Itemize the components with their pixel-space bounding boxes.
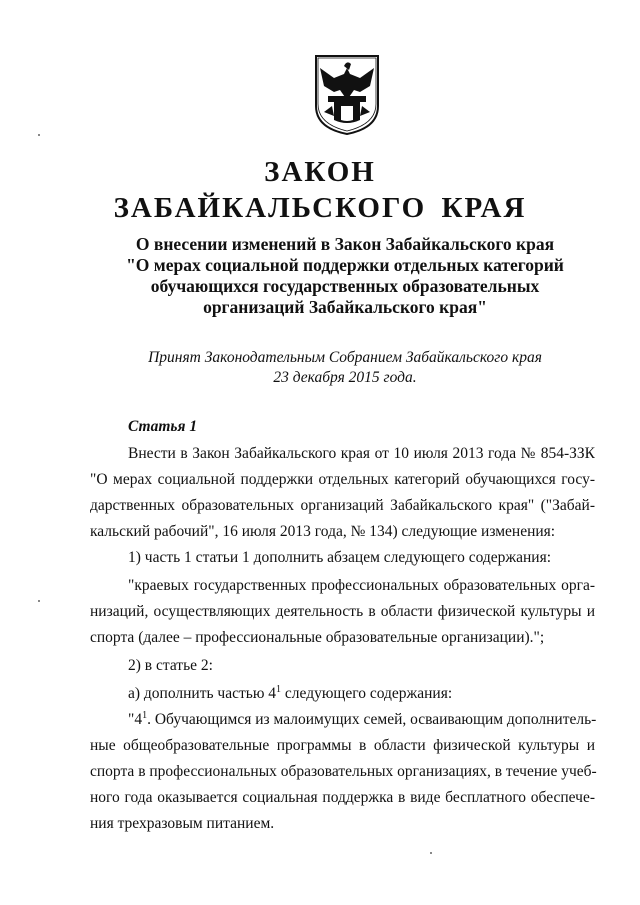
subtitle-line-1: О внесении изменений в Закон Забайкальского края [135, 234, 555, 254]
article-heading: Статья 1 [128, 418, 198, 435]
scan-speck [38, 600, 40, 602]
document-title-law: ЗАКОН [264, 156, 376, 188]
body-line-6: "краевых государственных профессиональных образовательных орга- [128, 577, 595, 594]
body-line-3: дарственных образовательных организаций Забайкальского края" ("Забай- [90, 497, 595, 514]
body-line-8: спорта (далее – профессиональные образовательные организации)."; [90, 629, 545, 646]
body-line-11-end: . Обучающимся из малоимущих семей, осваивающим дополнитель- [147, 711, 597, 728]
body-line-14: ного года оказывается социальная поддержка в виде бесплатного обеспече- [90, 789, 595, 806]
scan-speck [38, 134, 40, 136]
subtitle-line-2: "О мерах социальной поддержки отдельных категорий [126, 255, 564, 275]
superscript-one: 1 [276, 683, 282, 695]
document-title-region: ЗАБАЙКАЛЬСКОГО КРАЯ [113, 192, 527, 224]
body-line-13: спорта в профессиональных образовательных организациях, в течение учеб- [90, 763, 597, 780]
superscript-one: 1 [142, 709, 148, 721]
body-line-1: Внести в Закон Забайкальского края от 10 июля 2013 года № 854-ЗЗК [128, 445, 595, 462]
body-line-7: низаций, осуществляющих деятельность в области физической культуры и [90, 603, 595, 620]
body-line-15: ния трехразовым питанием. [90, 815, 275, 832]
scan-speck [430, 852, 432, 854]
body-line-11-start: "4 [128, 711, 143, 728]
subtitle-line-3: обучающихся государственных образовательных [150, 276, 540, 296]
adoption-note-line-1: Принят Законодательным Собранием Забайкальского края [148, 349, 542, 366]
body-line-4: кальский рабочий", 16 июля 2013 года, № 134) следующие изменения: [90, 523, 556, 540]
body-line-9: 2) в статье 2: [128, 657, 213, 674]
coat-of-arms-emblem [314, 54, 380, 136]
subtitle-line-4: организаций Забайкальского края" [203, 297, 487, 317]
body-line-5: 1) часть 1 статьи 1 дополнить абзацем следующего содержания: [128, 549, 552, 566]
body-line-10-end: следующего содержания: [281, 685, 453, 702]
body-line-2: "О мерах социальной поддержки отдельных категорий обучающихся госу- [90, 471, 595, 488]
adoption-note-line-2: 23 декабря 2015 года. [273, 369, 417, 386]
body-line-10 [128, 684, 595, 704]
body-line-11 [128, 710, 595, 730]
body-line-10-start: а) дополнить частью 4 [128, 685, 277, 702]
body-line-12: ные общеобразовательные программы в области физической культуры и [90, 737, 595, 754]
